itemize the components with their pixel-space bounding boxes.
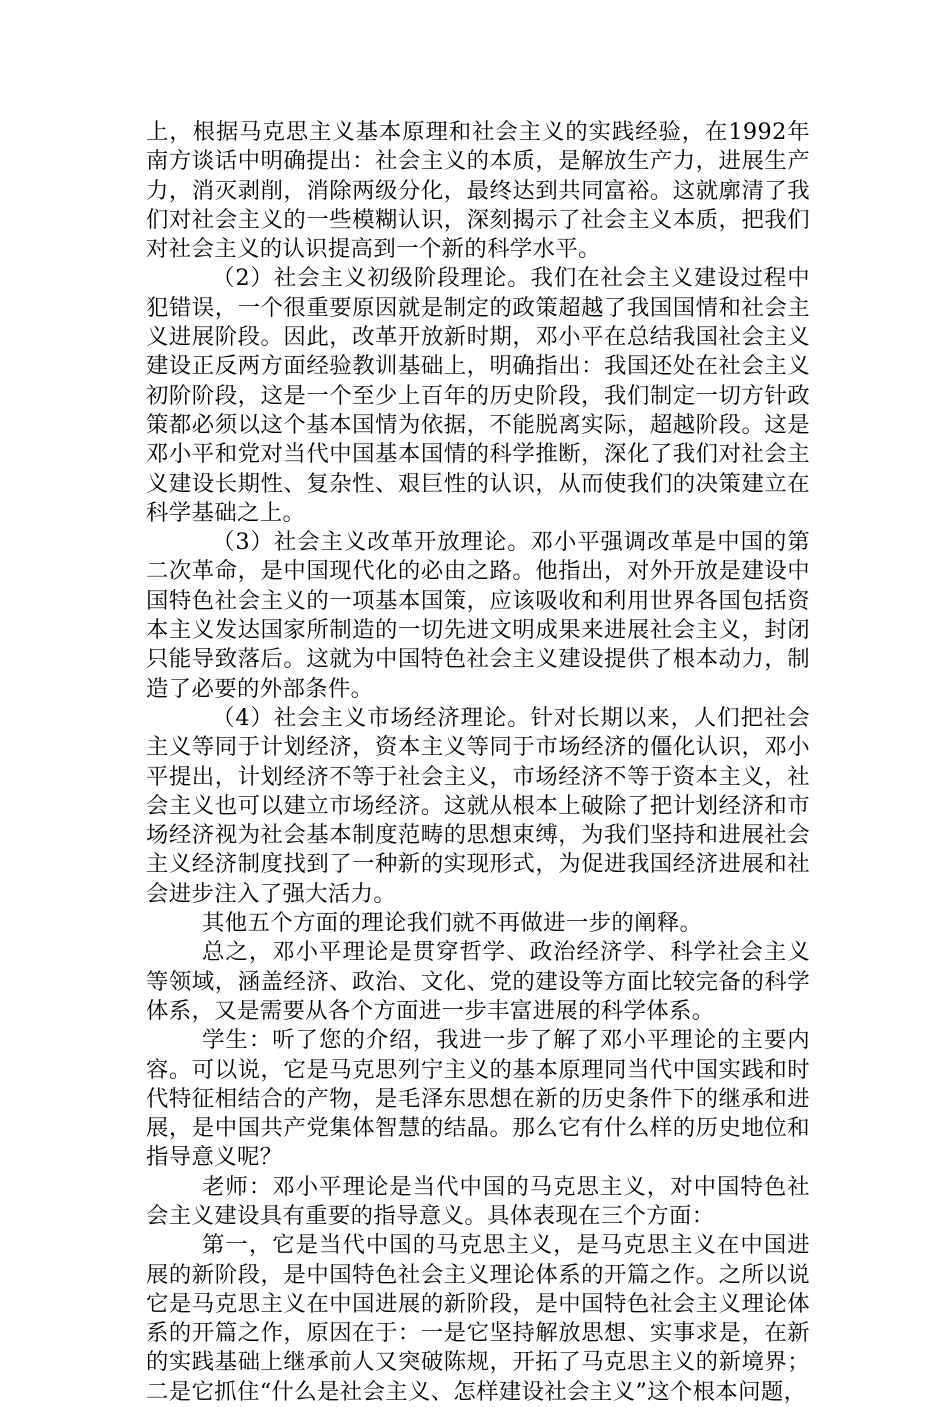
- paragraph-summary: 总之，邓小平理论是贯穿哲学、政治经济学、科学社会主义等领域，涵盖经济、政治、文化、党的建设等方面比较完备的科学体系，又是需要从各个方面进一步丰富进展的科学体系。: [146, 939, 810, 1024]
- paragraph-teacher-answer: 老师：邓小平理论是当代中国的马克思主义，对中国特色社会主义建设具有重要的指导意义。具体表现在三个方面：: [146, 1173, 810, 1229]
- document-page: [146, 118, 810, 1407]
- paragraph-student-question: 学生：听了您的介绍，我进一步了解了邓小平理论的主要内容。可以说，它是马克思列宁主义的基本原理同当代中国实践和时代特征相结合的产物，是毛泽东思想在新的历史条件下的继承和进展，是中国共产党集体智慧的结晶。那么它有什么样的历史地位和指导意义呢？: [146, 1027, 810, 1171]
- paragraph-reform-opening-theory: （3）社会主义改革开放理论。邓小平强调改革是中国的第二次革命，是中国现代化的必由之路。他指出，对外开放是建设中国特色社会主义的一项基本国策，应该吸收和利用世界各国包括资本主义发达国家所制造的一切先进文明成果来进展社会主义，封闭只能导致落后。这就为中国特色社会主义建设提供了根本动力，制造了必要的外部条件。: [146, 529, 810, 702]
- paragraph-market-economy-theory: （4）社会主义市场经济理论。针对长期以来，人们把社会主义等同于计划经济，资本主义等同于市场经济的僵化认识，邓小平提出，计划经济不等于社会主义，市场经济不等于资本主义，社会主义也可以建立市场经济。这就从根本上破除了把计划经济和市场经济视为社会基本制度范畴的思想束缚，为我们坚持和进展社会主义经济制度找到了一种新的实现形式，为促进我国经济进展和社会进步注入了强大活力。: [146, 704, 810, 907]
- paragraph-other-theories: 其他五个方面的理论我们就不再做进一步的阐释。: [202, 910, 703, 937]
- paragraph-primary-stage-theory: （2）社会主义初级阶段理论。我们在社会主义建设过程中犯错误，一个很重要原因就是制定的政策超越了我国国情和社会主义进展阶段。因此，改革开放新时期，邓小平在总结我国社会主义建设正反两方面经验教训基础上，明确指出：我国还处在社会主义初阶阶段，这是一个至少上百年的历史阶段，我们制定一切方针政策都必须以这个基本国情为依据，不能脱离实际，超越阶段。这是邓小平和党对当代中国基本国情的科学推断，深化了我们对社会主义建设长期性、复杂性、艰巨性的认识，从而使我们的决策建立在科学基础之上。: [146, 265, 810, 526]
- paragraph-socialism-essence: 上，根据马克思主义基本原理和社会主义的实践经验，在1992年南方谈话中明确提出：社会主义的本质，是解放生产力，进展生产力，消灭剥削，消除两级分化，最终达到共同富裕。这就廓清了我们对社会主义的一些模糊认识，深刻揭示了社会主义本质，把我们对社会主义的认识提高到一个新的科学水平。: [146, 119, 810, 263]
- paragraph-first-point: 第一，它是当代中国的马克思主义，是马克思主义在中国进展的新阶段，是中国特色社会主义理论体系的开篇之作。之所以说它是马克思主义在中国进展的新阶段，是中国特色社会主义理论体系的开篇之作，原因在于：一是它坚持解放思想、实事求是，在新的实践基础上继承前人又突破陈规，开拓了马克思主义的新境界；二是它抓住“什么是社会主义、怎样建设社会主义”这个根本问题，: [146, 1232, 810, 1405]
